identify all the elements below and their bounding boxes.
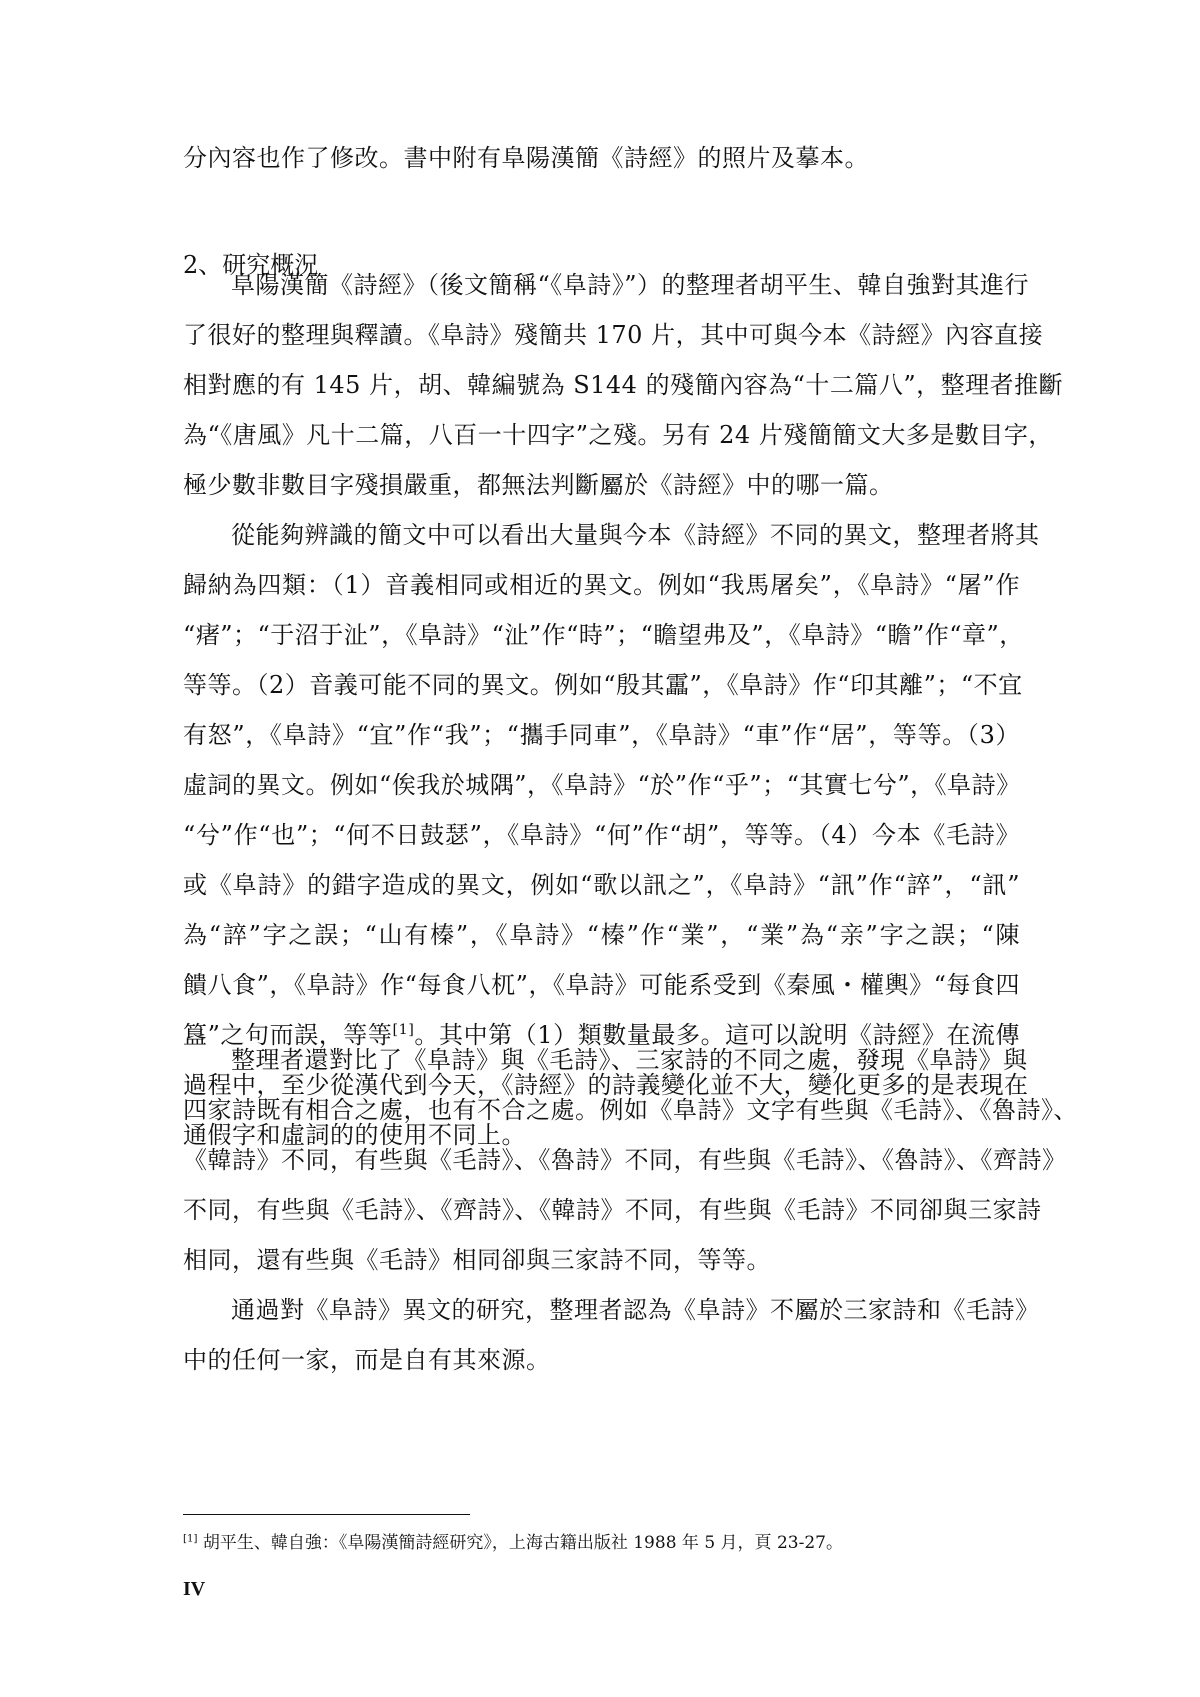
text-line: 虛詞的異文。例如“俟我於城隅”，《阜詩》“於”作“乎”；“其實七兮”，《阜詩》 bbox=[183, 771, 1021, 799]
paragraph-4 bbox=[183, 1285, 1040, 1385]
text-line: 有怒”，《阜詩》“宜”作“我”；“攜手同車”，《阜詩》“車”作“居”，等等。（3） bbox=[183, 721, 1020, 749]
paragraph-3 bbox=[183, 1035, 1078, 1285]
page-number: IV bbox=[183, 1578, 206, 1600]
text-line: 中的任何一家，而是自有其來源。 bbox=[183, 1346, 551, 1374]
intro-paragraph bbox=[183, 133, 1020, 183]
text-line: 為“《唐風》凡十二篇，八百一十四字”之殘。另有 24 片殘簡簡文大多是數目字， bbox=[183, 421, 1053, 449]
footnote-text: 胡平生、韓自強：《阜陽漢簡詩經研究》，上海古籍出版社 1988 年 5 月，頁 23-27。 bbox=[202, 1533, 843, 1553]
footnote bbox=[183, 1530, 843, 1556]
text-line: 了很好的整理與釋讀。《阜詩》殘簡共 170 片，其中可與今本《詩經》內容直接 bbox=[183, 321, 1044, 349]
text-segment: 簋”之句而誤，等等 bbox=[183, 1021, 393, 1049]
section-heading: 2、研究概況 bbox=[183, 251, 319, 279]
text-line: 從能夠辨識的簡文中可以看出大量與今本《詩經》不同的異文，整理者將其 bbox=[231, 521, 1040, 549]
text-line: 等等。（2）音義可能不同的異文。例如“殷其靁”，《阜詩》作“印其離”；“不宜 bbox=[183, 671, 1023, 699]
text-line: 《韓詩》不同，有些與《毛詩》、《魯詩》不同，有些與《毛詩》、《魯詩》、《齊詩》 bbox=[183, 1146, 1067, 1174]
text-line: 整理者還對比了《阜詩》與《毛詩》、三家詩的不同之處，發現《阜詩》與 bbox=[231, 1046, 1028, 1074]
footnote-reference[interactable]: [1] bbox=[392, 1022, 415, 1038]
text-line: “瘏”；“于沼于沚”，《阜詩》“沚”作“時”；“瞻望弗及”，《阜詩》“瞻”作“章”， bbox=[183, 621, 1024, 649]
text-line: 阜陽漢簡《詩經》（後文簡稱“《阜詩》”）的整理者胡平生、韓自強對其進行 bbox=[231, 271, 1030, 299]
text-segment: 。其中第（1）類數量最多。這可以說明《詩經》在流傳 bbox=[414, 1021, 1020, 1049]
text-line: 饋八食”，《阜詩》作“每食八杌”，《阜詩》可能系受到《秦風・權輿》“每食四 bbox=[183, 971, 1020, 999]
footnote-separator bbox=[183, 1514, 470, 1515]
text-line: 為“誶”字之誤；“山有榛”，《阜詩》“榛”作“業”，“業”為“亲”字之誤；“陳 bbox=[183, 921, 1020, 949]
text-line: 通假字和虛詞的的使用不同上。 bbox=[183, 1121, 526, 1149]
text-line: 不同，有些與《毛詩》、《齊詩》、《韓詩》不同，有些與《毛詩》不同卻與三家詩 bbox=[183, 1196, 1042, 1224]
text-line: 相同，還有些與《毛詩》相同卻與三家詩不同，等等。 bbox=[183, 1246, 771, 1274]
text-line: 四家詩既有相合之處，也有不合之處。例如《阜詩》文字有些與《毛詩》、《魯詩》、 bbox=[183, 1096, 1078, 1124]
text-line: 通過對《阜詩》異文的研究，整理者認為《阜詩》不屬於三家詩和《毛詩》 bbox=[231, 1296, 1040, 1324]
text-line: 歸納為四類：（1）音義相同或相近的異文。例如“我馬屠矣”，《阜詩》“屠”作 bbox=[183, 571, 1020, 599]
text-line: 過程中，至少從漢代到今天，《詩經》的詩義變化並不大，變化更多的是表現在 bbox=[183, 1071, 1029, 1099]
footnote-marker: [1] bbox=[183, 1533, 198, 1545]
text-line: 分內容也作了修改。書中附有阜陽漢簡《詩經》的照片及摹本。 bbox=[183, 144, 869, 172]
text-line: 或《阜詩》的錯字造成的異文，例如“歌以訊之”，《阜詩》“訊”作“誶”，“訊” bbox=[183, 871, 1020, 899]
text-line: 極少數非數目字殘損嚴重，都無法判斷屬於《詩經》中的哪一篇。 bbox=[183, 471, 894, 499]
paragraph-1 bbox=[183, 260, 1064, 510]
text-line: 相對應的有 145 片，胡、韓編號為 S144 的殘簡內容為“十二篇八”，整理者推斷 bbox=[183, 371, 1064, 399]
text-line: “兮”作“也”；“何不日鼓瑟”，《阜詩》“何”作“胡”，等等。（4）今本《毛詩》 bbox=[183, 821, 1020, 849]
